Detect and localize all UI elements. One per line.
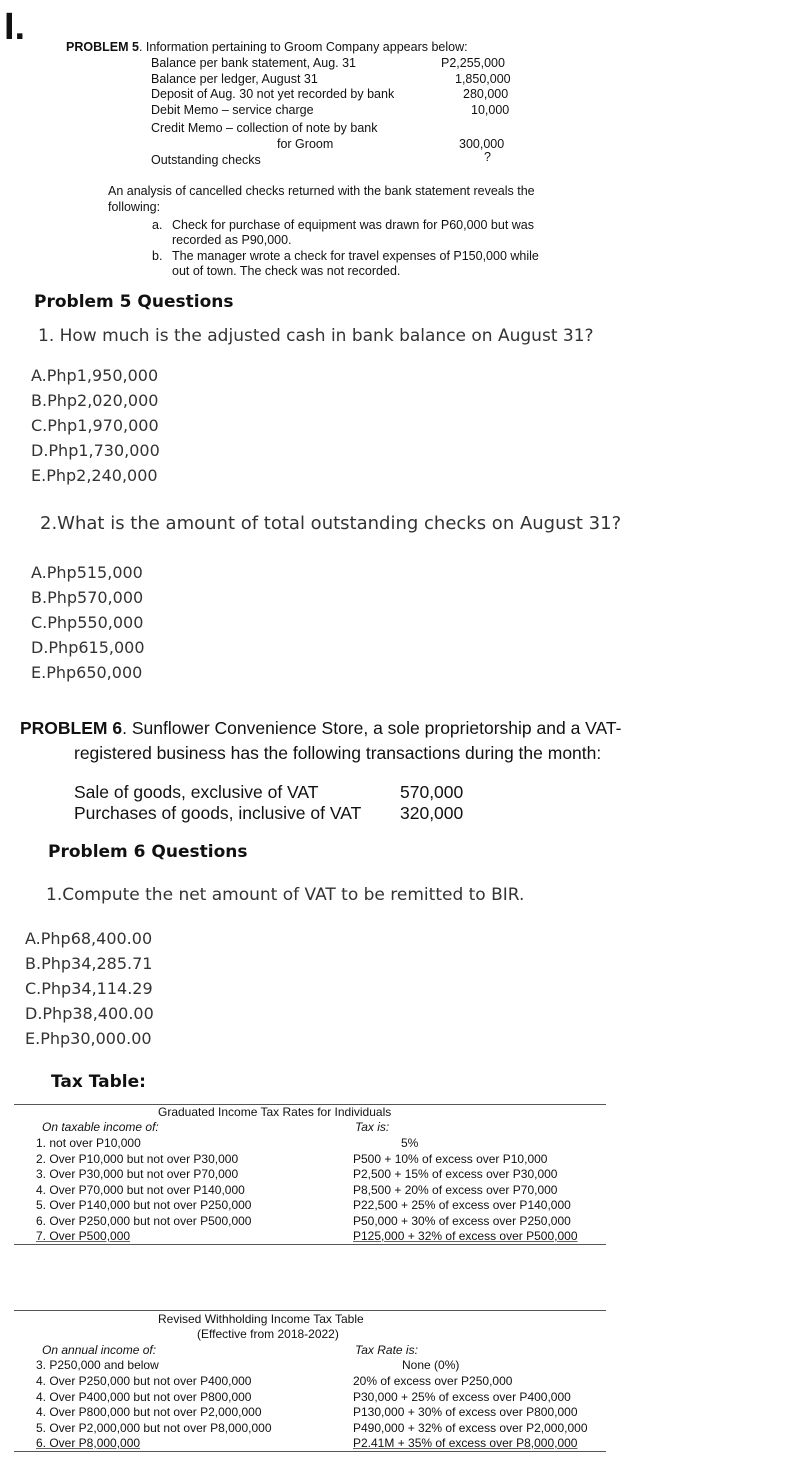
- answer-option: B.Php2,020,000: [31, 391, 159, 410]
- graduated-row-tax: P500 + 10% of excess over P10,000: [353, 1151, 548, 1166]
- graduated-row-tax: 5%: [401, 1136, 419, 1150]
- tax-table-heading: Tax Table:: [51, 1072, 146, 1092]
- problem6-questions-heading: Problem 6 Questions: [48, 842, 248, 862]
- answer-options: [25, 926, 154, 1051]
- problem5-item-value: ?: [484, 150, 491, 164]
- problem6-item-label: Sale of goods, exclusive of VAT: [74, 782, 319, 802]
- answer-options: [31, 363, 160, 488]
- answer-option: C.Php1,970,000: [31, 416, 159, 435]
- withholding-row-bracket: 5. Over P2,000,000 but not over P8,000,000: [36, 1420, 272, 1435]
- problem5-questions-heading: Problem 5 Questions: [34, 292, 234, 312]
- graduated-row-bracket: 6. Over P250,000 but not over P500,000: [36, 1213, 252, 1228]
- graduated-row-bracket: 2. Over P10,000 but not over P30,000: [36, 1151, 239, 1166]
- problem6-item-value: 320,000: [400, 803, 464, 823]
- withholding-row-bracket: 4. Over P800,000 but not over P2,000,000: [36, 1405, 262, 1419]
- analysis-text: An analysis of cancelled checks returned with the bank statement reveals the: [108, 184, 535, 198]
- answer-options: [31, 560, 145, 685]
- problem5-item-label: for Groom: [277, 137, 334, 151]
- question-text: 2.What is the amount of total outstanding checks on August 31?: [40, 513, 622, 534]
- note-text: The manager wrote a check for travel expenses of P150,000 while: [172, 249, 539, 263]
- withholding-row-bracket: 3. P250,000 and below: [36, 1358, 159, 1372]
- problem5-item-label: Deposit of Aug. 30 not yet recorded by bank: [151, 87, 395, 101]
- problem5-intro: [66, 40, 468, 56]
- problem5-heading: PROBLEM 5: [66, 40, 139, 54]
- answer-option: C.Php550,000: [31, 613, 144, 632]
- section-numeral: I.: [4, 6, 26, 48]
- answer-option: D.Php38,400.00: [25, 1004, 154, 1023]
- problem5-item-label: Outstanding checks: [151, 153, 261, 167]
- graduated-row-bracket: 1. not over P10,000: [36, 1136, 141, 1150]
- answer-option: D.Php1,730,000: [31, 441, 160, 460]
- answer-option: B.Php34,285.71: [25, 954, 153, 973]
- graduated-row-tax: P22,500 + 25% of excess over P140,000: [353, 1198, 571, 1212]
- problem5-item-label: Balance per bank statement, Aug. 31: [151, 56, 356, 70]
- note-text: recorded as P90,000.: [172, 233, 292, 247]
- problem6-intro: [20, 717, 621, 739]
- withholding-table-title: Revised Withholding Income Tax Table: [158, 1312, 364, 1326]
- graduated-right-header: Tax is:: [355, 1120, 390, 1134]
- table-top-rule: [14, 1310, 606, 1311]
- problem6-intro-text: registered business has the following transactions during the month:: [74, 743, 602, 763]
- table-bottom-rule: [14, 1244, 606, 1245]
- withholding-left-header: On annual income of:: [42, 1343, 157, 1357]
- table-bottom-rule: [14, 1451, 606, 1452]
- graduated-left-header: On taxable income of:: [42, 1120, 159, 1134]
- answer-option: E.Php2,240,000: [31, 466, 158, 485]
- answer-option: A.Php515,000: [31, 563, 143, 582]
- problem5-item-label: Credit Memo – collection of note by bank: [151, 121, 378, 135]
- problem5-intro-text: . Information pertaining to Groom Company appears below:: [138, 40, 468, 54]
- problem6-item-value: 570,000: [400, 782, 464, 802]
- problem5-item-value: P2,255,000: [441, 56, 505, 70]
- graduated-row-tax: P2,500 + 15% of excess over P30,000: [353, 1167, 558, 1181]
- graduated-row-tax: P125,000 + 32% of excess over P500,000: [353, 1229, 578, 1243]
- problem6-item-label: Purchases of goods, inclusive of VAT: [74, 803, 362, 823]
- problem5-item-label: Balance per ledger, August 31: [151, 71, 318, 86]
- withholding-row-bracket: 4. Over P250,000 but not over P400,000: [36, 1374, 252, 1388]
- graduated-table-title: Graduated Income Tax Rates for Individuals: [158, 1105, 392, 1119]
- note-letter: b.: [152, 249, 163, 263]
- graduated-row-tax: P50,000 + 30% of excess over P250,000: [353, 1213, 571, 1228]
- withholding-row-bracket: 6. Over P8,000,000: [36, 1436, 141, 1450]
- withholding-right-header: Tax Rate is:: [355, 1343, 418, 1357]
- withholding-row-rate: 20% of excess over P250,000: [353, 1374, 513, 1388]
- answer-option: D.Php615,000: [31, 638, 145, 657]
- withholding-row-bracket: 4. Over P400,000 but not over P800,000: [36, 1389, 252, 1404]
- withholding-row-rate: P130,000 + 30% of excess over P800,000: [353, 1405, 578, 1419]
- answer-option: C.Php34,114.29: [25, 979, 153, 998]
- answer-option: B.Php570,000: [31, 588, 144, 607]
- withholding-row-rate: P490,000 + 32% of excess over P2,000,000: [353, 1420, 588, 1435]
- problem6-heading: PROBLEM 6: [20, 718, 123, 738]
- note-text: out of town. The check was not recorded.: [172, 264, 401, 278]
- answer-option: E.Php30,000.00: [25, 1029, 152, 1048]
- graduated-row-tax: P8,500 + 20% of excess over P70,000: [353, 1182, 558, 1197]
- note-letter: a.: [152, 218, 163, 232]
- graduated-row-bracket: 7. Over P500,000: [36, 1229, 131, 1243]
- withholding-row-rate: P30,000 + 25% of excess over P400,000: [353, 1389, 571, 1404]
- withholding-row-rate: P2.41M + 35% of excess over P8,000,000: [353, 1436, 578, 1450]
- note-text: Check for purchase of equipment was drawn for P60,000 but was: [172, 218, 535, 232]
- problem5-item-value: 10,000: [471, 102, 510, 117]
- problem6-intro-text: . Sunflower Convenience Store, a sole proprietorship and a VAT-: [122, 718, 622, 738]
- answer-option: A.Php1,950,000: [31, 366, 159, 385]
- problem5-item-value: 300,000: [459, 137, 505, 151]
- problem5-item-label: Debit Memo – service charge: [151, 102, 314, 117]
- withholding-row-rate: None (0%): [402, 1358, 460, 1372]
- graduated-row-bracket: 4. Over P70,000 but not over P140,000: [36, 1182, 245, 1197]
- answer-option: A.Php68,400.00: [25, 929, 153, 948]
- problem5-item-value: 1,850,000: [455, 71, 511, 86]
- problem5-item-value: 280,000: [463, 87, 509, 101]
- question-text: 1. How much is the adjusted cash in bank balance on August 31?: [38, 326, 594, 346]
- question-text: 1.Compute the net amount of VAT to be remitted to BIR.: [46, 885, 525, 905]
- withholding-table-subtitle: (Effective from 2018-2022): [197, 1327, 339, 1341]
- analysis-text: following:: [108, 200, 161, 214]
- graduated-row-bracket: 5. Over P140,000 but not over P250,000: [36, 1198, 252, 1212]
- graduated-row-bracket: 3. Over P30,000 but not over P70,000: [36, 1167, 239, 1181]
- answer-option: E.Php650,000: [31, 663, 143, 682]
